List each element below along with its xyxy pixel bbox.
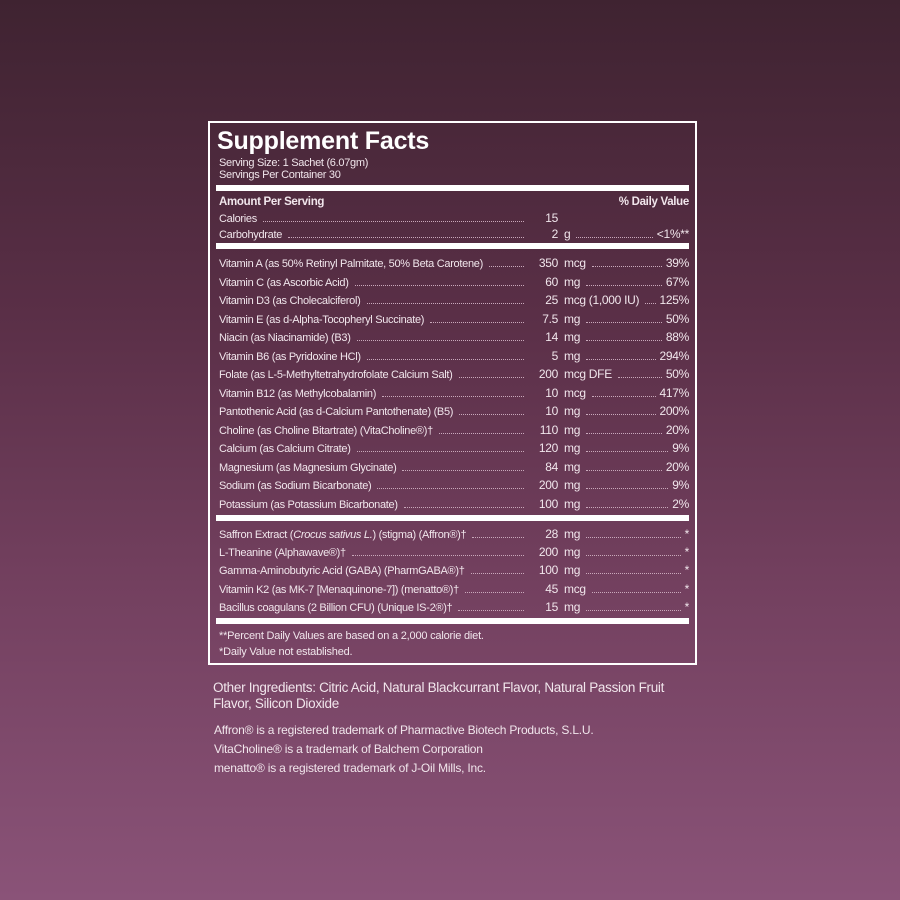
nutrient-row [219,563,689,579]
dot-leader [586,609,681,611]
nutrient-row [219,423,689,439]
dot-leader [586,321,662,323]
nutrient-row [219,330,689,346]
nutrient-unit: mg [564,404,581,418]
daily-value: 20% [665,422,689,437]
dot-leader [586,450,668,452]
daily-value: <1%** [656,227,689,241]
nutrient-row [219,367,689,383]
dot-leader [592,265,662,267]
nutrient-amount: 60 [545,274,558,289]
nutrient-name: Pantothenic Acid (as d-Calcium Pantothenate) (B5) [219,406,454,418]
nutrient-unit: mg [564,311,581,326]
dot-leader [618,376,662,378]
nutrient-name: Vitamin A (as 50% Retinyl Palmitate, 50% Beta Carotene) [219,258,483,270]
nutrient-amount: 120 [538,441,558,455]
nutrient-row [219,404,689,420]
divider-bar [216,243,689,249]
nutrient-unit: mcg (1,000 IU) [564,293,640,307]
dot-leader [288,236,524,238]
trademark-note: menatto® is a registered trademark of J-Oil Mills, Inc. [214,761,486,775]
nutrient-amount: 10 [545,404,558,418]
dot-leader [402,469,524,471]
nutrient-name: Vitamin E (as d-Alpha-Tocopheryl Succinate) [219,313,425,326]
nutrient-amount: 350 [538,256,558,270]
nutrient-amount: 5 [551,348,558,363]
nutrient-unit: mcg [564,256,586,270]
nutrient-unit: mg [564,563,581,578]
footnote: *Daily Value not established. [219,646,353,658]
dot-leader [645,302,655,304]
dot-leader [592,591,681,593]
supplement-facts-panel [208,121,697,665]
nutrient-unit: mcg DFE [564,367,612,381]
dot-leader [263,220,524,222]
trademark-note: VitaCholine® is a trademark of Balchem Corporation [214,742,483,756]
nutrient-unit: mg [564,527,581,541]
dot-leader [586,339,662,341]
nutrient-row [219,460,689,476]
dot-leader [404,506,524,508]
dot-leader [586,432,662,434]
nutrient-row [219,211,689,227]
dot-leader [586,284,662,286]
trademark-note: Affron® is a registered trademark of Pharmactive Biotech Products, S.L.U. [214,723,594,737]
daily-value: 2% [672,496,689,511]
nutrient-row [219,478,689,494]
daily-value: * [684,563,689,578]
daily-value: 67% [665,274,689,289]
nutrient-amount: 100 [538,563,558,578]
nutrient-amount: 100 [538,496,558,511]
nutrient-unit: g [564,227,571,241]
daily-value: * [684,545,689,560]
daily-value: 50% [665,311,689,326]
servings-per-container: Servings Per Container 30 [219,169,341,181]
divider-bar [216,515,689,521]
nutrient-row [219,600,689,616]
nutrient-amount: 15 [545,211,558,225]
nutrient-amount: 7.5 [542,311,558,326]
dot-leader [472,536,524,538]
nutrient-unit: mg [564,496,581,511]
nutrient-name: Calcium (as Calcium Citrate) [219,443,351,455]
footnote: **Percent Daily Values are based on a 2,000 calorie diet. [219,630,484,642]
dot-leader [352,554,524,556]
dot-leader [439,432,524,434]
divider-bar [216,618,689,624]
dot-leader [471,572,524,574]
nutrient-unit: mg [564,478,581,492]
nutrient-name: Vitamin K2 (as MK-7 [Menaquinone-7]) (menatto®)† [219,583,459,596]
nutrient-amount: 200 [538,478,558,492]
dot-leader [367,302,525,304]
nutrient-name: Vitamin B6 (as Pyridoxine HCl) [219,350,361,363]
dot-leader [458,609,524,611]
nutrient-name: Vitamin D3 (as Cholecalciferol) [219,295,361,307]
nutrient-amount: 10 [545,385,558,400]
nutrient-amount: 200 [538,367,558,381]
dot-leader [357,339,524,341]
dot-leader [430,321,524,323]
nutrient-row [219,256,689,272]
dot-leader [489,265,524,267]
daily-value-label: % Daily Value [618,196,689,208]
daily-value: 50% [665,367,689,381]
dot-leader [586,358,655,360]
nutrient-unit: mg [564,459,581,474]
daily-value: * [684,581,689,596]
nutrient-amount: 45 [545,581,558,596]
nutrient-row [219,386,689,402]
nutrient-name: Magnesium (as Magnesium Glycinate) [219,461,397,474]
nutrient-amount: 110 [539,422,558,437]
nutrient-unit: mg [564,274,581,289]
nutrient-name: L-Theanine (Alphawave®)† [219,547,346,560]
dot-leader [586,554,681,556]
dot-leader [592,395,656,397]
nutrient-unit: mg [564,441,581,455]
nutrient-name: Calories [219,213,257,225]
nutrient-amount: 84 [545,459,558,474]
dot-leader [586,536,681,538]
daily-value: * [684,527,689,541]
dot-leader [367,358,524,360]
daily-value: 39% [665,256,689,270]
daily-value: 125% [659,293,689,307]
serving-size: Serving Size: 1 Sachet (6.07gm) [219,157,369,169]
divider-bar [216,185,689,191]
dot-leader [586,487,668,489]
nutrient-name: Bacillus coagulans (2 Billion CFU) (Unique IS-2®)† [219,601,453,614]
dot-leader [459,413,524,415]
daily-value: * [684,599,689,614]
nutrient-name: Saffron Extract (Crocus sativus L.) (stigma) (Affron®)† [219,529,467,541]
daily-value: 417% [659,385,689,400]
daily-value: 9% [672,441,689,455]
dot-leader [357,450,524,452]
nutrient-amount: 2 [551,227,558,241]
dot-leader [382,395,524,397]
daily-value: 9% [672,478,689,492]
nutrient-name: Folate (as L-5-Methyltetrahydrofolate Calcium Salt) [219,369,453,381]
nutrient-name: Gamma-Aminobutyric Acid (GABA) (PharmGABA®)† [219,565,465,578]
nutrient-row [219,582,689,598]
nutrient-name: Choline (as Choline Bitartrate) (VitaCholine®)† [219,424,433,437]
nutrient-unit: mcg [564,581,586,596]
nutrient-row [219,293,689,309]
nutrient-amount: 14 [545,330,558,344]
nutrient-name: Sodium (as Sodium Bicarbonate) [219,480,372,492]
nutrient-unit: mg [564,348,581,363]
header-row [219,196,689,212]
dot-leader [465,591,524,593]
nutrient-amount: 200 [538,545,558,560]
amount-per-serving-label: Amount Per Serving [219,196,325,208]
nutrient-row [219,349,689,365]
dot-leader [586,572,681,574]
dot-leader [576,236,652,238]
daily-value: 88% [665,330,689,344]
daily-value: 20% [665,459,689,474]
other-ingredients: Other Ingredients: Citric Acid, Natural Blackcurrant Flavor, Natural Passion Fruit Flavor, Silicon Dioxide [213,680,665,711]
panel-title: Supplement Facts [217,127,430,155]
nutrient-unit: mg [564,599,581,614]
nutrient-row [219,227,689,243]
dot-leader [355,284,524,286]
nutrient-name: Potassium (as Potassium Bicarbonate) [219,498,398,511]
nutrient-row [219,275,689,291]
nutrient-amount: 28 [545,527,558,541]
nutrient-amount: 25 [545,293,558,307]
nutrient-row [219,441,689,457]
dot-leader [586,506,668,508]
dot-leader [459,376,524,378]
nutrient-row [219,527,689,543]
nutrient-unit: mg [564,545,581,560]
nutrient-unit: mcg [564,385,586,400]
nutrient-unit: mg [564,330,581,344]
nutrient-row [219,545,689,561]
dot-leader [586,469,662,471]
nutrient-name: Vitamin C (as Ascorbic Acid) [219,276,349,289]
nutrient-unit: mg [564,422,581,437]
nutrient-name: Carbohydrate [219,229,283,241]
nutrient-name: Vitamin B12 (as Methylcobalamin) [219,387,377,400]
nutrient-row [219,497,689,513]
nutrient-name: Niacin (as Niacinamide) (B3) [219,332,351,344]
dot-leader [377,487,524,489]
nutrient-amount: 15 [545,599,558,614]
daily-value: 294% [659,348,689,363]
dot-leader [586,413,655,415]
daily-value: 200% [659,404,689,418]
nutrient-row [219,312,689,328]
